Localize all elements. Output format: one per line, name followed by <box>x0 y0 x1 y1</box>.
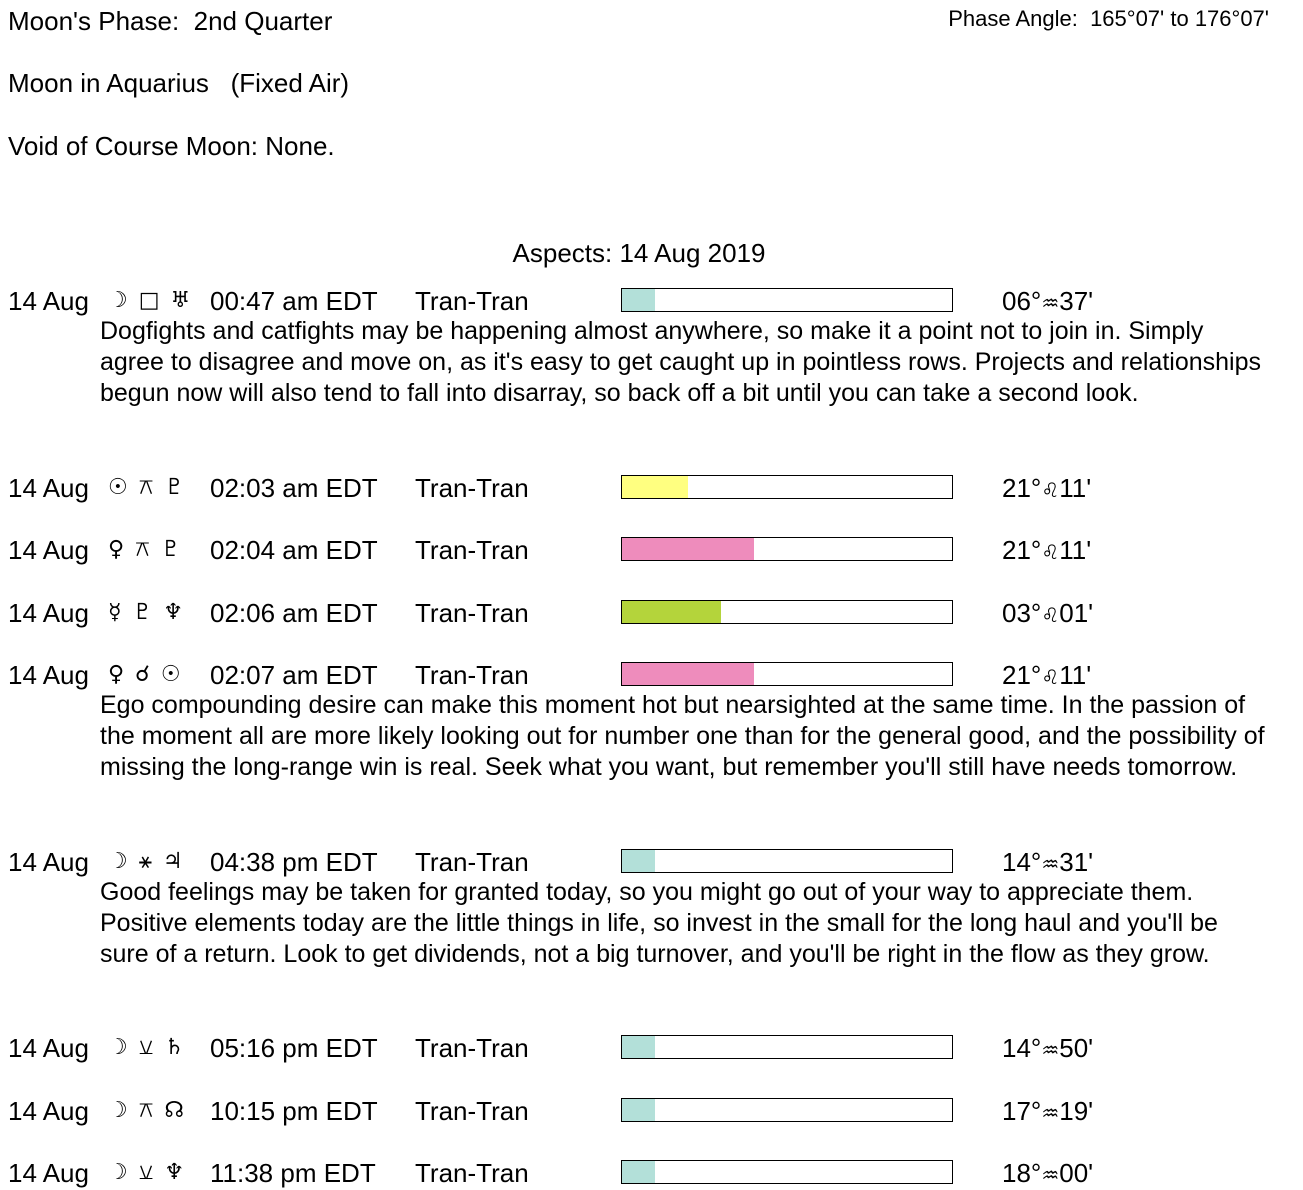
moon-sign: Moon in Aquarius (Fixed Air) <box>8 68 350 98</box>
aspect-time: 02:07 am EDT <box>210 660 378 690</box>
strength-bar <box>621 475 953 499</box>
aspect-time: 11:38 pm EDT <box>210 1158 376 1188</box>
strength-bar-fill <box>622 850 655 872</box>
aspect-position <box>1002 847 1093 878</box>
aspect-type: Tran-Tran <box>415 1033 529 1063</box>
position-degree: 18° <box>1002 1158 1042 1188</box>
aspect-symbols: ☽ ⚺ ♄ <box>108 1035 187 1060</box>
position-degree: 06° <box>1002 286 1042 316</box>
aspect-position <box>1002 535 1091 566</box>
zodiac-sign-icon: ♌ <box>1041 603 1060 627</box>
aspect-type: Tran-Tran <box>415 660 529 690</box>
position-minutes: 11' <box>1059 473 1092 503</box>
aspect-row <box>0 660 1303 690</box>
strength-bar-fill <box>622 1036 655 1058</box>
aspect-type: Tran-Tran <box>415 535 529 565</box>
position-minutes: 01' <box>1059 598 1094 628</box>
aspect-row <box>0 847 1303 877</box>
aspect-row <box>0 535 1303 565</box>
aspect-time: 10:15 pm EDT <box>210 1096 378 1126</box>
aspect-type: Tran-Tran <box>415 1096 529 1126</box>
aspect-description: Dogfights and catfights may be happening almost anywhere, so make it a point not to join in. Simply agree to disagree and move on, as it's easy to get caught up in pointless rows. Projects and relationships begun now will also tend to fall into disarray, so back off a bit until you can take a second look. <box>100 317 1261 407</box>
aspect-date: 14 Aug <box>8 286 89 316</box>
aspect-date: 14 Aug <box>8 598 89 628</box>
strength-bar <box>621 849 953 873</box>
aspect-type: Tran-Tran <box>415 286 529 316</box>
position-degree: 21° <box>1002 535 1042 565</box>
phase-angle: Phase Angle: 165°07' to 176°07' <box>948 6 1269 31</box>
aspect-time: 02:03 am EDT <box>210 473 378 503</box>
aspect-row <box>0 1158 1303 1188</box>
strength-bar-fill <box>622 1161 655 1183</box>
aspect-type: Tran-Tran <box>415 598 529 628</box>
position-minutes: 11' <box>1059 535 1092 565</box>
aspect-symbols: ☽ ⚻ ☊ <box>108 1098 186 1123</box>
aspect-position <box>1002 598 1093 629</box>
aspect-date: 14 Aug <box>8 1033 89 1063</box>
aspect-position <box>1002 286 1093 317</box>
aspect-date: 14 Aug <box>8 535 89 565</box>
position-degree: 03° <box>1002 598 1042 628</box>
aspect-date: 14 Aug <box>8 1096 89 1126</box>
position-degree: 21° <box>1002 660 1042 690</box>
aspect-type: Tran-Tran <box>415 847 529 877</box>
aspect-type: Tran-Tran <box>415 1158 529 1188</box>
position-minutes: 37' <box>1059 286 1094 316</box>
aspect-time: 02:04 am EDT <box>210 535 378 565</box>
strength-bar <box>621 600 953 624</box>
aspect-position <box>1002 473 1091 504</box>
aspect-row <box>0 286 1303 316</box>
aspect-position <box>1002 660 1091 691</box>
position-degree: 14° <box>1002 847 1042 877</box>
position-minutes: 11' <box>1059 660 1092 690</box>
position-minutes: 31' <box>1059 847 1094 877</box>
aspect-symbols: ☽ □ ♅ <box>108 288 193 313</box>
aspect-row <box>0 1033 1303 1063</box>
position-degree: 21° <box>1002 473 1042 503</box>
aspect-position <box>1002 1158 1093 1189</box>
aspect-time: 05:16 pm EDT <box>210 1033 378 1063</box>
zodiac-sign-icon: ♒ <box>1041 1163 1060 1187</box>
position-minutes: 00' <box>1059 1158 1094 1188</box>
zodiac-sign-icon: ♒ <box>1041 852 1060 876</box>
aspect-symbols: ♀ ☌ ☉ <box>108 662 183 687</box>
strength-bar-fill <box>622 538 754 560</box>
position-minutes: 50' <box>1059 1033 1094 1063</box>
aspect-date: 14 Aug <box>8 1158 89 1188</box>
aspect-symbols: ☉ ⚻ ♇ <box>108 475 187 500</box>
aspect-symbols: ☽ ⚹ ♃ <box>108 849 185 874</box>
aspect-position <box>1002 1033 1093 1064</box>
zodiac-sign-icon: ♒ <box>1041 1038 1060 1062</box>
strength-bar <box>621 1035 953 1059</box>
aspect-time: 02:06 am EDT <box>210 598 378 628</box>
aspect-date: 14 Aug <box>8 847 89 877</box>
position-minutes: 19' <box>1059 1096 1094 1126</box>
strength-bar-fill <box>622 1099 655 1121</box>
aspect-symbols: ☽ ⚺ ♆ <box>108 1160 187 1185</box>
aspect-row <box>0 598 1303 628</box>
aspect-row <box>0 473 1303 503</box>
strength-bar-fill <box>622 663 754 685</box>
aspect-description: Ego compounding desire can make this moment hot but nearsighted at the same time. In the passion of the moment all are more likely looking out for number one than for the general good, and the possibility of missing the long-range win is real. Seek what you want, but remember you'll still have needs tomorrow. <box>100 691 1265 781</box>
strength-bar-fill <box>622 289 655 311</box>
aspect-symbols: ☿ ♇ ♆ <box>108 600 185 625</box>
aspect-symbols: ♀ ⚻ ♇ <box>108 537 183 562</box>
aspect-row <box>0 1096 1303 1126</box>
zodiac-sign-icon: ♒ <box>1041 291 1060 315</box>
strength-bar <box>621 1160 953 1184</box>
zodiac-sign-icon: ♌ <box>1041 540 1060 564</box>
aspect-date: 14 Aug <box>8 660 89 690</box>
aspect-type: Tran-Tran <box>415 473 529 503</box>
zodiac-sign-icon: ♌ <box>1041 478 1060 502</box>
position-degree: 17° <box>1002 1096 1042 1126</box>
moon-phase: Moon's Phase: 2nd Quarter <box>8 6 333 36</box>
zodiac-sign-icon: ♌ <box>1041 665 1060 689</box>
aspect-position <box>1002 1096 1093 1127</box>
zodiac-sign-icon: ♒ <box>1041 1101 1060 1125</box>
aspect-time: 00:47 am EDT <box>210 286 378 316</box>
aspect-description: Good feelings may be taken for granted today, so you might go out of your way to appreciate them. Positive elements today are the little things in life, so invest in the small for the long haul and you'll be sure of a return. Look to get dividends, not a big turnover, and you'll be right in the flow as they grow. <box>100 878 1218 968</box>
void-of-course: Void of Course Moon: None. <box>8 131 335 161</box>
strength-bar <box>621 288 953 312</box>
strength-bar <box>621 1098 953 1122</box>
strength-bar <box>621 537 953 561</box>
position-degree: 14° <box>1002 1033 1042 1063</box>
strength-bar-fill <box>622 601 721 623</box>
aspects-title: Aspects: 14 Aug 2019 <box>512 238 766 268</box>
aspect-date: 14 Aug <box>8 473 89 503</box>
strength-bar <box>621 662 953 686</box>
aspect-time: 04:38 pm EDT <box>210 847 378 877</box>
strength-bar-fill <box>622 476 688 498</box>
